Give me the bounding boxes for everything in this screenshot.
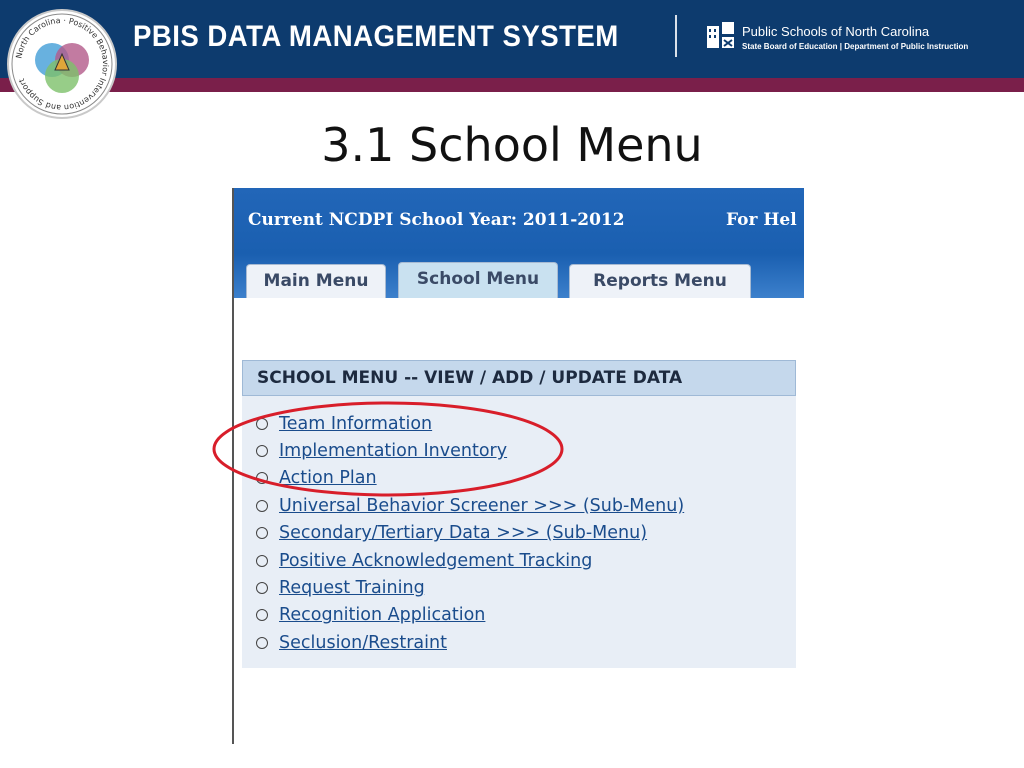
school-menu-heading-text: SCHOOL MENU -- VIEW / ADD / UPDATE DATA <box>257 368 683 388</box>
link-universal-behavior-screener[interactable]: Universal Behavior Screener >>> (Sub-Menu) <box>279 495 685 516</box>
list-item <box>256 574 684 601</box>
org-title: Public Schools of North Carolina <box>742 24 930 39</box>
radio-bullet-icon <box>256 582 268 594</box>
link-seclusion-restraint[interactable]: Seclusion/Restraint <box>279 632 447 653</box>
link-secondary-tertiary-data[interactable]: Secondary/Tertiary Data >>> (Sub-Menu) <box>279 523 648 544</box>
radio-bullet-icon <box>256 637 268 649</box>
banner-divider <box>675 15 677 57</box>
app-header <box>234 188 804 298</box>
tab-main-menu[interactable]: Main Menu <box>246 264 386 298</box>
radio-bullet-icon <box>256 500 268 512</box>
link-implementation-inventory[interactable]: Implementation Inventory <box>279 441 508 462</box>
slide-title: 3.1 School Menu <box>321 118 703 172</box>
tab-school-menu[interactable]: School Menu <box>398 262 558 298</box>
radio-bullet-icon <box>256 555 268 567</box>
nc-building-icon <box>706 20 736 50</box>
pbis-logo-icon <box>6 8 118 120</box>
radio-bullet-icon <box>256 609 268 621</box>
header-accent-stripe <box>0 78 1024 92</box>
link-positive-acknowledgement-tracking[interactable]: Positive Acknowledgement Tracking <box>279 550 593 571</box>
help-link[interactable]: For Hel <box>726 210 797 230</box>
link-team-information[interactable]: Team Information <box>279 413 433 434</box>
svg-text:North Carolina · Positive Beha: North Carolina · Positive Behavior Intervention and Support <box>14 15 111 113</box>
highlight-ellipse-shape <box>214 403 562 495</box>
list-item <box>256 602 684 629</box>
radio-bullet-icon <box>256 527 268 539</box>
link-request-training[interactable]: Request Training <box>279 578 425 599</box>
list-item <box>256 520 684 547</box>
list-item <box>256 629 684 656</box>
tab-reports-menu[interactable]: Reports Menu <box>569 264 751 298</box>
highlight-ellipse <box>211 400 565 498</box>
school-year-label: Current NCDPI School Year: 2011-2012 <box>248 210 625 230</box>
list-item <box>256 547 684 574</box>
org-subtitle: State Board of Education | Department of Public Instruction <box>742 42 969 51</box>
banner-title: PBIS DATA MANAGEMENT SYSTEM <box>133 20 619 53</box>
link-action-plan[interactable]: Action Plan <box>279 468 377 489</box>
link-recognition-application[interactable]: Recognition Application <box>279 605 486 626</box>
school-menu-heading <box>242 360 796 396</box>
